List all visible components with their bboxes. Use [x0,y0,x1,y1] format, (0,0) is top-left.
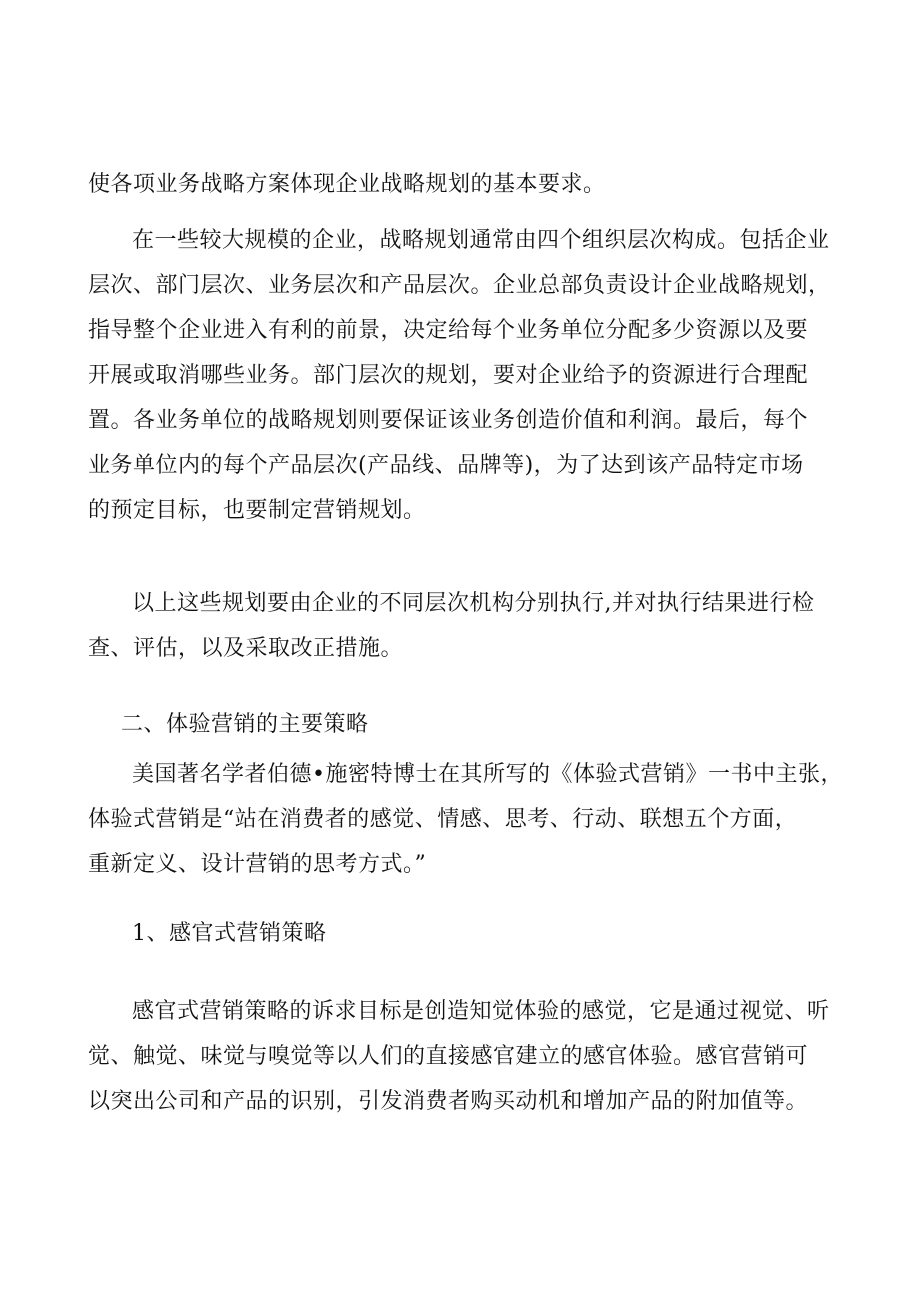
text-line: 在一些较大规模的企业，战略规划通常由四个组织层次构成。包括企业 [132,228,830,253]
text-line: 感官式营销策略的诉求目标是创造知觉体验的感觉，它是通过视觉、听 [132,999,830,1024]
text-line: 觉、触觉、味觉与嗅觉等以人们的直接感官建立的感官体验。感官营销可 [88,1044,809,1069]
text-line: 以突出公司和产品的识别，引发消费者购买动机和增加产品的附加值等。 [88,1089,809,1114]
heading-text: 二、体验营销的主要策略 [121,712,369,737]
paragraph-continuation [88,162,840,207]
paragraph-strategic-planning-levels [88,218,840,533]
text-line: 层次、部门层次、业务层次和产品层次。企业总部负责设计企业战略规划， [88,273,831,298]
text-line: 查、评估，以及采取改正措施。 [88,636,404,661]
text-line: 重新定义、设计营销的思考方式。” [88,852,427,877]
paragraph-schmitt [88,752,843,887]
subheading-sensory-marketing [88,911,840,956]
heading-text: 1、感官式营销策略 [132,921,327,946]
text-line: 体验式营销是“站在消费者的感觉、情感、思考、行动、联想五个方面， [88,807,798,832]
paragraph-sensory-marketing [88,989,840,1124]
text-line: 使各项业务战略方案体现企业战略规划的基本要求。 [88,172,606,197]
text-line: 以上这些规划要由企业的不同层次机构分别执行,并对执行结果进行检 [132,591,815,616]
text-line: 开展或取消哪些业务。部门层次的规划，要对企业给予的资源进行合理配 [88,363,809,388]
text-line: 美国著名学者伯德•施密特博士在其所写的《体验式营销》一书中主张， [132,762,843,787]
section-heading-experience-marketing [88,702,840,747]
text-line: 的预定目标，也要制定营销规划。 [88,498,426,523]
text-line: 置。各业务单位的战略规划则要保证该业务创造价值和利润。最后，每个 [88,408,809,433]
paragraph-execution [88,581,840,671]
text-line: 业务单位内的每个产品层次(产品线、品牌等)，为了达到该产品特定市场 [88,453,804,478]
text-line: 指导整个企业进入有利的前景，决定给每个业务单位分配多少资源以及要 [88,318,809,343]
